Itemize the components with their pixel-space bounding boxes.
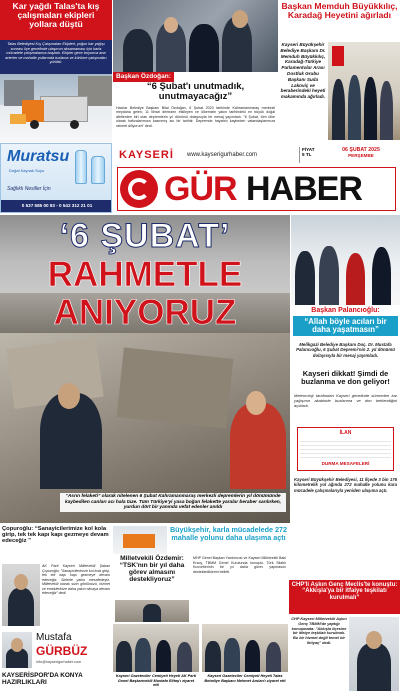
ozdogan-photo: [113, 0, 278, 72]
person-silhouette: [364, 77, 377, 140]
top-mid-story: [113, 0, 278, 142]
notice-subtitle: DURMA MESAFELERİ: [321, 461, 370, 466]
person-silhouette: [348, 75, 361, 140]
palancioglu-quote[interactable]: “Allah böyle acıları bir daha yaşatmasın”: [293, 316, 398, 336]
palancioglu-label: Başkan Palancıoğlu:: [311, 307, 380, 314]
water-bottle-icon: [75, 150, 87, 184]
price-label: FİYAT: [302, 147, 315, 152]
visit-photo-left: [113, 624, 199, 672]
top-left-headline[interactable]: Kar yağdı Talas'ta kış çalışmaları ekipleri yollara düştü: [12, 1, 100, 30]
genc-headline[interactable]: CHP'li Aşkın Genç Meclis'te konuştu: “Akkışla'ya bir itfaiye teşkilatı kurulmalı”: [289, 580, 400, 614]
plow-blade: [10, 114, 26, 124]
palancioglu-body: Melikgazi Belediye Başkanı Doç. Dr. Mustafa Palancıoğlu, 6 Şubat Depremi'nin 2. yıl dönümü dolayısıyla bir mesaj yayımladı.: [296, 342, 395, 358]
top-right-story: [279, 0, 400, 142]
main-story: [0, 215, 290, 523]
person-silhouette: [143, 604, 161, 622]
masthead-date: 06 ŞUBAT 2025: [342, 147, 380, 153]
copuroglu-photo: [2, 564, 40, 626]
ozdemir-headline[interactable]: Milletvekili Özdemir: “TSK'nın bir yıl daha görev almasını destekliyoruz”: [119, 555, 185, 583]
person-silhouette: [135, 638, 150, 672]
muratsu-slogan: Sağlıklı Nesiller İçin: [7, 186, 51, 192]
person-silhouette: [357, 643, 391, 691]
top-left-headline-box: [0, 0, 112, 40]
person-silhouette: [224, 638, 239, 672]
flag-shape: [332, 46, 344, 66]
copuroglu-headline[interactable]: Çopuroğlu: “Sanayicilerimize kol kola girip, tek tek kapı kapı gezmeye devam edeceğiz ”: [2, 526, 109, 545]
person-silhouette: [123, 29, 153, 72]
wheel: [30, 120, 39, 129]
muratsu-ad[interactable]: [0, 143, 112, 213]
bottom-mid-story: [113, 524, 288, 693]
karadag-meeting-photo: [328, 42, 400, 140]
person-silhouette: [380, 81, 393, 140]
muratsu-phone[interactable]: 0 537 585 00 83 - 0 542 312 21 01: [1, 200, 112, 212]
date-box: [325, 147, 397, 163]
person-silhouette: [205, 641, 220, 672]
person-silhouette: [295, 251, 315, 305]
masthead-top-bar: [113, 149, 400, 163]
main-headline-line2[interactable]: RAHMETLE: [47, 255, 243, 294]
masthead-weekday: PERŞEMBE: [348, 153, 374, 158]
columnist-first-name: Mustafa: [36, 632, 72, 643]
mourning-woman: [230, 403, 286, 489]
columnist-box: [0, 630, 112, 693]
price-box: [299, 147, 321, 163]
copuroglu-body: AK Parti Kayseri Milletvekili Şaban Çopuroğlu: "Sanayicilerimize kol kola girip, tek tek kapı kapı gezmeye devam edeceğiz. Sizlerle yakın mesafedeyiz. Milletvekili olarak sizin gönlünüzü, hizmet ve emeklerinize daha yakın olmaya devam edeceğiz" dedi.: [42, 564, 110, 595]
ozdogan-headline[interactable]: “6 Şubat'ı unutmadık, unutmayacağız”: [146, 81, 245, 102]
truck-shape: [123, 534, 155, 548]
logo-emblem-icon: [120, 170, 158, 208]
muratsu-tagline: Doğal Kaynak Suyu: [9, 168, 45, 173]
columnist-photo: [2, 632, 32, 668]
person-silhouette: [319, 246, 339, 305]
right-column: [291, 215, 400, 523]
face: [246, 391, 266, 415]
muratsu-brand: Muratsu: [7, 148, 70, 165]
main-headline-line1[interactable]: ‘6 ŞUBAT’: [59, 217, 231, 255]
logo-name-left: GÜR: [164, 170, 237, 208]
person-silhouette: [177, 642, 192, 672]
person-silhouette: [266, 642, 281, 672]
face: [14, 574, 28, 590]
bottom-right-story: [289, 580, 400, 693]
masthead: [113, 143, 400, 215]
face: [58, 383, 80, 409]
truck-body: [40, 96, 88, 122]
wheel: [70, 120, 79, 129]
buyuksehir-headline[interactable]: Büyükşehir, karla mücadelede 272 mahalle yolunu daha ulaşıma açtı: [169, 525, 288, 542]
buyukkilic-body: Kayseri Büyükşehir Belediye Başkanı Dr. Memduh Büyükkılıç, Karadağ-Türkiye Parlamentolar Arası Dostluk Grubu Başkanı Suda Lakoviç ve beraberindeki heyeti makamında ağırladı.: [280, 42, 326, 100]
price-value: 5 TL: [302, 152, 312, 157]
water-bottle-icon: [91, 156, 105, 184]
genc-photo: [349, 617, 399, 691]
person-silhouette: [8, 588, 34, 626]
person-silhouette: [332, 79, 345, 140]
columnist-email[interactable]: info@kayserigurhaber.com: [36, 660, 82, 664]
buyukkilic-headline[interactable]: Başkan Memduh Büyükkılıç, Karadağ Heyetini ağırladı: [281, 1, 398, 21]
visit-caption-left: Kayseri Gazeteciler Cemiyeti Heyeti AK Parti Genel Başkanvekili Mustafa Elitaş'ı ziyaret etti: [113, 673, 199, 689]
notice-box: [297, 427, 394, 471]
person-silhouette: [116, 641, 131, 672]
columnist-headline[interactable]: KAYSERİSPOR'DA KONYA HAZIRLIKLARI: [2, 672, 83, 687]
weather-body: Meteoroloji tarafından Kayseri genelinde sürmeden kar yağışının akabinde buzlanma ve don beklendiğini açıkladı.: [294, 393, 397, 408]
main-caption: “Asrın felaketi” olarak nitelenen 6 Şubat Kahramanmaraş merkezli depremlerin yıl dönümünde kaybedilen canları acı hala taze. Tüm Türkiye'yi yasa boğan felakette yaralar beraber sarılırken, yurdun dört bir yanında vefat edenler anıldı: [60, 493, 286, 512]
masthead-city: KAYSERİ: [119, 149, 174, 161]
main-headline-line3[interactable]: ANIYORUZ: [53, 293, 237, 332]
notice-table: [300, 438, 391, 460]
weather-headline[interactable]: Kayseri dikkat! Şimdi de buzlanma ve don geliyor!: [301, 369, 390, 386]
ozdemir-photo: [115, 600, 189, 622]
masthead-website[interactable]: www.kayserigurhaber.com: [187, 152, 258, 158]
logo-box[interactable]: [117, 167, 396, 211]
bottom-left-story: [0, 524, 112, 628]
person-silhouette: [346, 253, 366, 305]
snowplow-photo: [0, 74, 112, 142]
debris-shape: [117, 347, 234, 428]
face: [232, 10, 248, 28]
person-silhouette: [245, 640, 260, 672]
visit-caption-right: Kayseri Gazeteciler Cemiyeti Heyeti Talas Belediye Başkanı Mehmet Arslan'ı ziyaret etti: [202, 673, 288, 684]
logo-name-right: HABER: [246, 170, 362, 208]
visit-photo-right: [202, 624, 288, 672]
ozdogan-body: Hacılar Belediye Başkanı Bilal Özdoğan, 6 Şubat 2023 tarihinde Kahramanmaraş merkezli meydana gelen, 11 ilimizi derinden etkileyen ve ülkemizin yakın tarihindeki en büyük doğal afetlerden biri olan depremlerin yıl dönümü dolayısıyla bir mesaj yayımladı. "6 Şubat, tüm ülke olarak hafızalarımıza kazınmış acı bir tarihtir. Depremde hayatını kaybeden vatandaşlarımıza rahmet diliyorum" dedi.: [116, 106, 275, 128]
ozdemir-body: MHP Genel Başkan Yardımcısı ve Kayseri Milletvekili Baki Ersoy, TBMM Genel Kurulunda konuştu. Türk Silahlı Kuvvetlerinin bir yıl daha görev yapmasını desteklediklerini belirtti.: [193, 556, 286, 574]
top-left-body: Talas Belediyesi Kış Çalışmaları Ekipleri, yoğun kar yağışı sonrası ilçe genelinde ulaşımın aksamaması için karla mücadele çalışmalarına başladı. Ekipler gece boyunca ana arterler ve mahalle yollarında tuzlama ve kürüme çalışmaları yürüttü.: [5, 42, 107, 65]
top-left-body-box: [0, 40, 112, 74]
snow-truck-photo: [113, 526, 167, 554]
genc-body: CHP Kayseri Milletvekili Aşkın Genç TBMM'de yaptığı konuşmada: "Akkışla ilçesine bir itfaiye teşkilatı kurulmalı. Bu bir hizmet değil temel bir ihtiyaç" dedi.: [291, 617, 347, 645]
ozdogan-label: Başkan Özdoğan:: [113, 72, 174, 82]
columnist-last-name: GÜRBÜZ: [36, 644, 88, 658]
top-left-story: [0, 0, 112, 142]
notice-title: İLAN: [339, 430, 352, 436]
right-bottom-body: Kayseri Büyükşehir Belediyesi, 11 İlçede 3 bin 176 kilometrelik yol ağında 272 mahalle yolunu kara mücadele çalışmalarıyla yeniden ulaşıma açtı.: [294, 477, 397, 493]
person-silhouette: [189, 24, 219, 72]
person-silhouette: [156, 640, 171, 672]
face: [11, 638, 23, 652]
face: [366, 631, 382, 649]
logo-emblem-inner: [128, 178, 150, 200]
person-silhouette: [372, 247, 392, 305]
palancioglu-photo: [291, 215, 400, 305]
